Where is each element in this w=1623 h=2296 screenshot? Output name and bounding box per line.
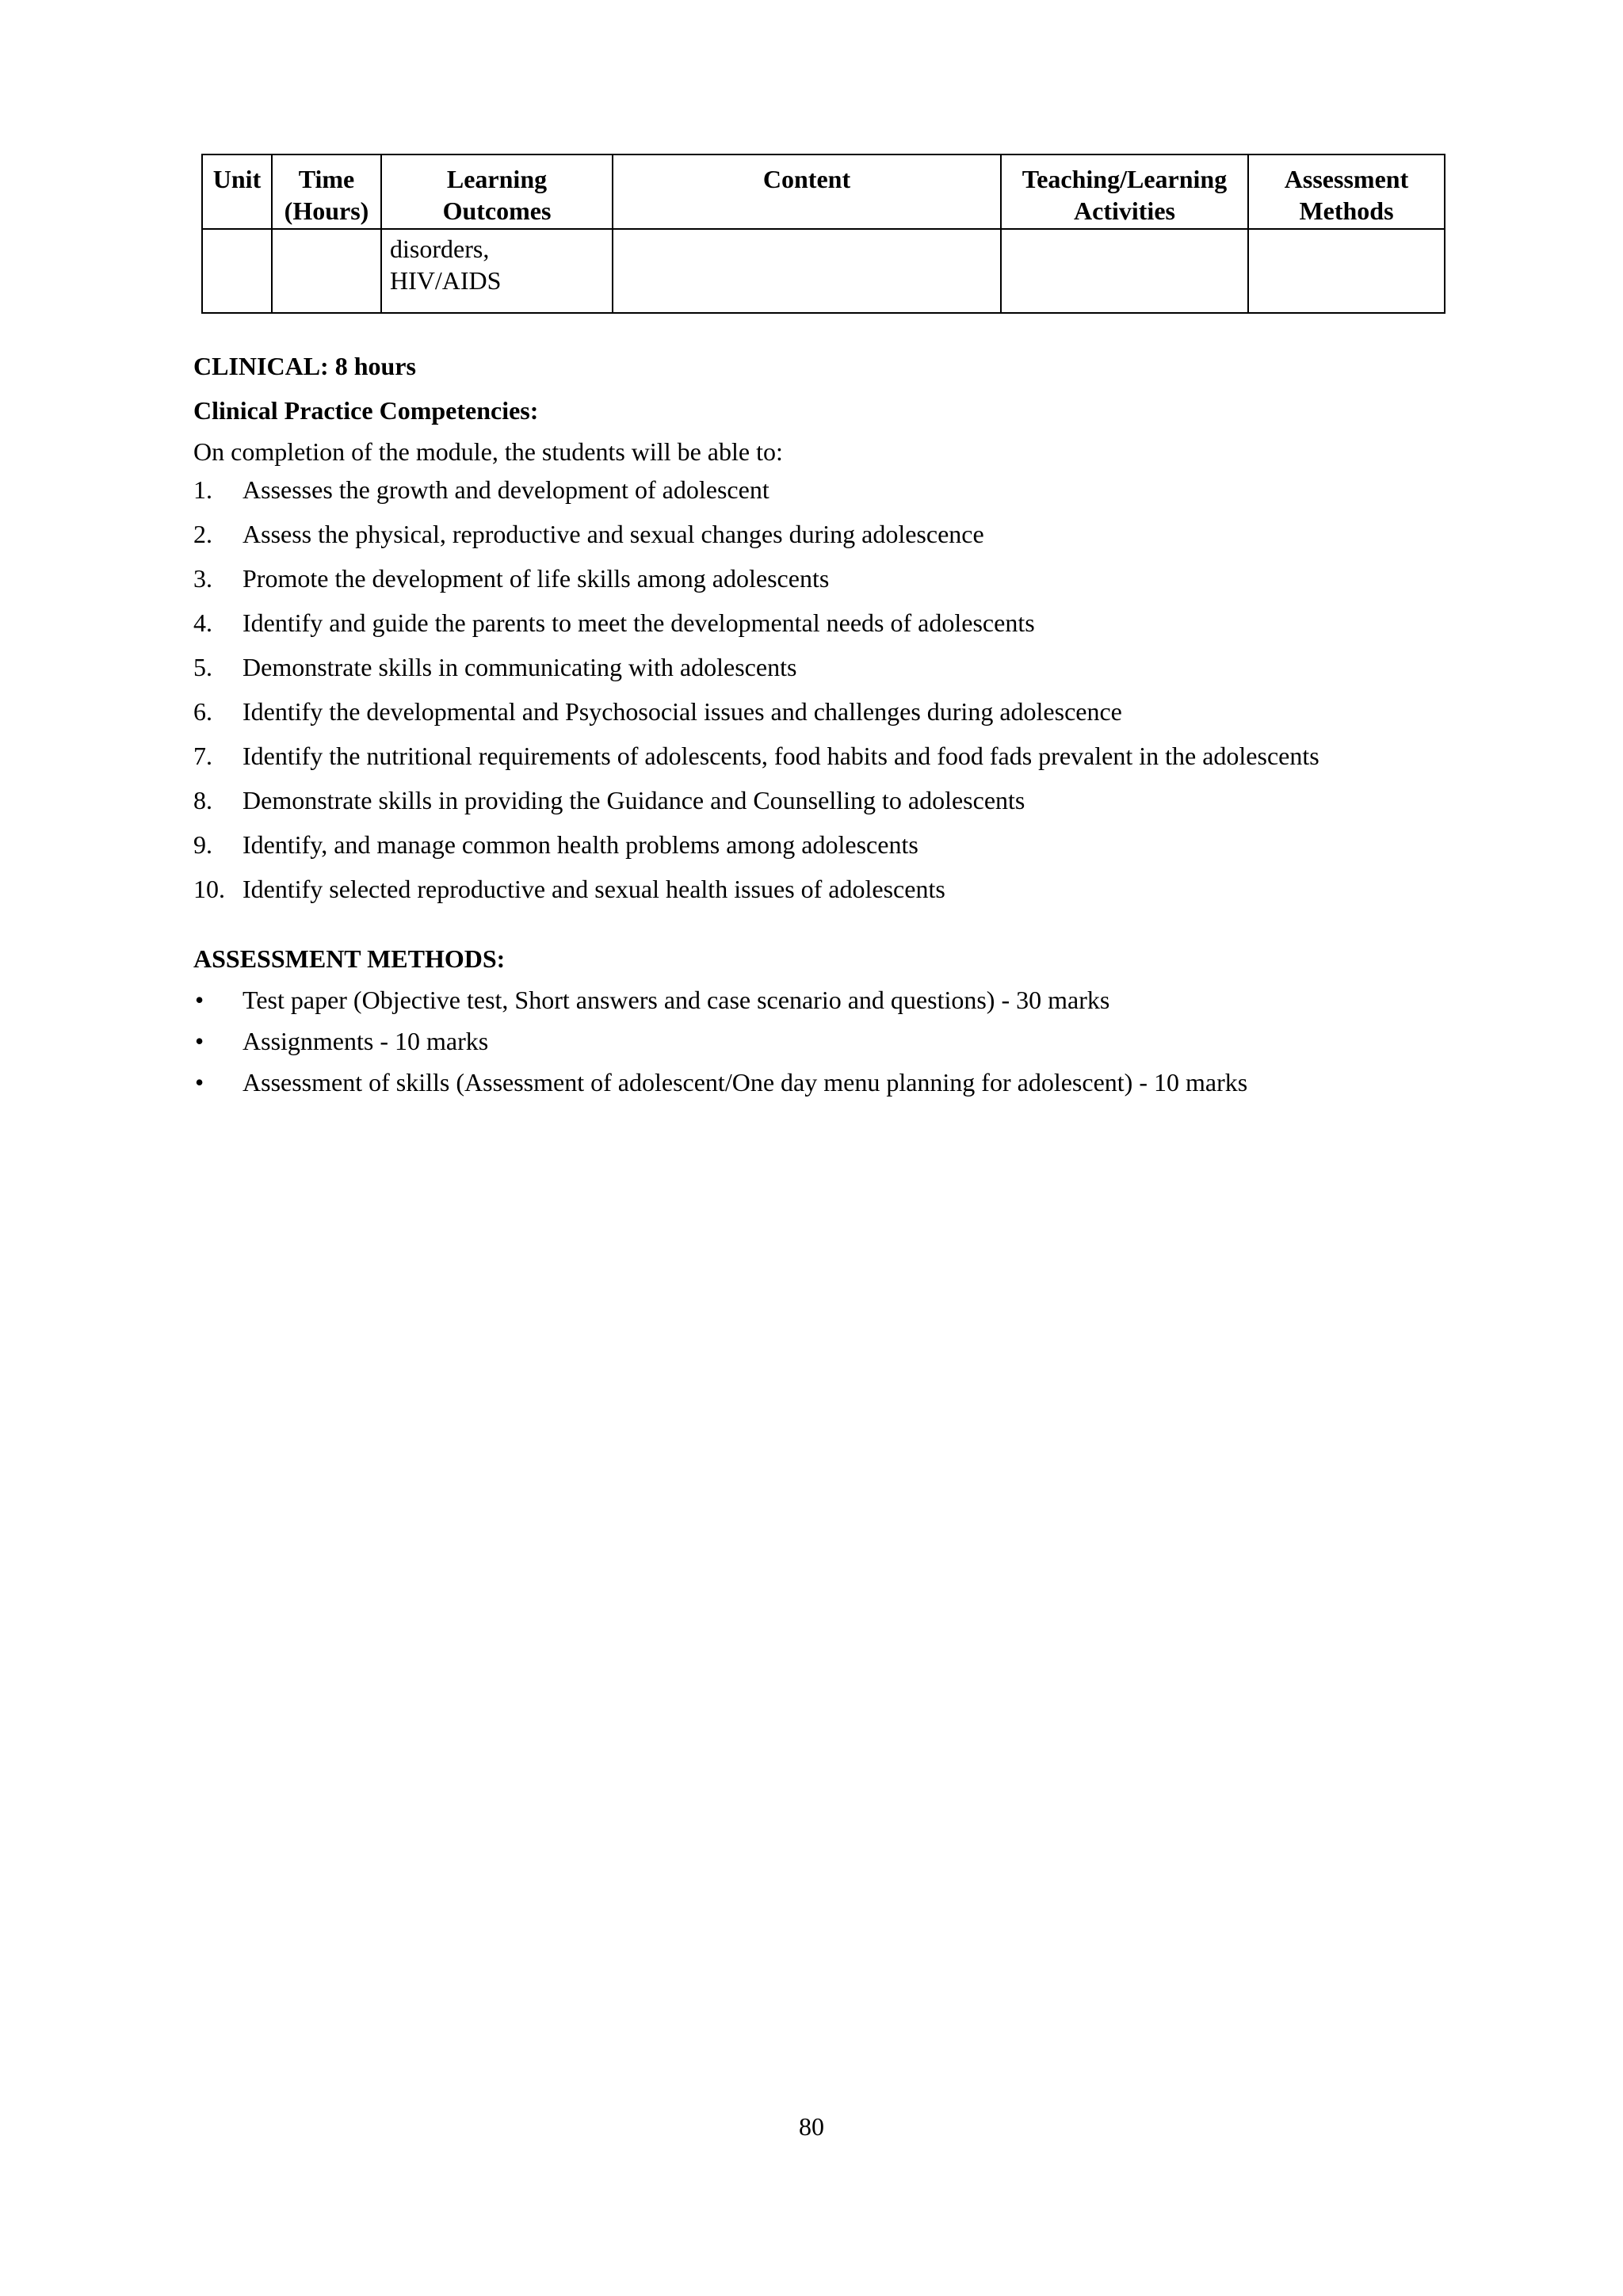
list-item-number: 10. xyxy=(193,875,225,903)
list-item-text: Assignments - 10 marks xyxy=(242,1027,489,1055)
list-item-number: 1. xyxy=(193,475,212,504)
list-item-text: Identify selected reproductive and sexual health issues of adolescents xyxy=(242,875,945,903)
header-teaching-label-2: Activities xyxy=(1074,196,1175,225)
header-content xyxy=(613,154,1001,229)
cell-learning-line-1: disorders, xyxy=(390,235,490,263)
list-item-number: 7. xyxy=(193,742,212,770)
list-item-text: Test paper (Objective test, Short answers and case scenario and questions) - 30 marks xyxy=(242,986,1110,1014)
list-item-text: Demonstrate skills in communicating with adolescents xyxy=(242,653,797,681)
header-unit-label: Unit xyxy=(212,165,262,193)
cell-learning-line-2: HIV/AIDS xyxy=(390,266,502,295)
header-teaching-label-1: Teaching/Learning xyxy=(1022,165,1228,193)
list-item-text: Assesses the growth and development of adolescent xyxy=(242,475,769,504)
list-item-number: 9. xyxy=(193,830,212,859)
list-item-text: Promote the development of life skills among adolescents xyxy=(242,564,830,593)
header-time-label: Time xyxy=(298,165,355,193)
competencies-heading: Clinical Practice Competencies: xyxy=(193,396,539,425)
table-row xyxy=(202,229,1445,313)
syllabus-table xyxy=(201,154,1445,314)
cell-content xyxy=(613,229,1001,313)
bullet-icon: • xyxy=(195,1027,204,1055)
cell-teaching-activities xyxy=(1001,229,1248,313)
list-item-number: 6. xyxy=(193,697,212,726)
list-item-number: 3. xyxy=(193,564,212,593)
competencies-intro: On completion of the module, the students will be able to: xyxy=(193,437,783,466)
cell-unit xyxy=(202,229,272,313)
table-header-row xyxy=(202,154,1445,229)
cell-learning-outcomes xyxy=(381,229,613,313)
header-learning-outcomes xyxy=(381,154,613,229)
header-time xyxy=(272,154,381,229)
list-item-text: Identify and guide the parents to meet the developmental needs of adolescents xyxy=(242,608,1035,637)
list-item-text: Assess the physical, reproductive and sexual changes during adolescence xyxy=(242,520,984,548)
list-item-number: 8. xyxy=(193,786,212,814)
header-learning-label-2: Outcomes xyxy=(442,196,552,225)
header-assessment-methods xyxy=(1248,154,1445,229)
assessment-methods-heading: ASSESSMENT METHODS: xyxy=(193,944,506,973)
list-item-text: Identify the nutritional requirements of adolescents, food habits and food fads prevalent in the adolescents xyxy=(242,742,1319,770)
header-teaching-activities xyxy=(1001,154,1248,229)
list-item-text: Demonstrate skills in providing the Guidance and Counselling to adolescents xyxy=(242,786,1025,814)
header-assessment-label-1: Assessment xyxy=(1284,165,1409,193)
list-item-text: Identify, and manage common health problems among adolescents xyxy=(242,830,918,859)
bullet-icon: • xyxy=(195,1068,204,1097)
page-number: 80 xyxy=(799,2112,824,2141)
clinical-heading: CLINICAL: 8 hours xyxy=(193,352,416,380)
list-item-number: 2. xyxy=(193,520,212,548)
header-content-label: Content xyxy=(762,165,851,193)
cell-time xyxy=(272,229,381,313)
list-item-text: Identify the developmental and Psychosocial issues and challenges during adolescence xyxy=(242,697,1122,726)
header-learning-label-1: Learning xyxy=(446,165,548,193)
list-item-number: 4. xyxy=(193,608,212,637)
cell-assessment-methods xyxy=(1248,229,1445,313)
header-unit xyxy=(202,154,272,229)
header-time-unit: (Hours) xyxy=(284,196,369,225)
list-item-number: 5. xyxy=(193,653,212,681)
list-item-text: Assessment of skills (Assessment of adolescent/One day menu planning for adolescent) - 10 marks xyxy=(242,1068,1248,1097)
bullet-icon: • xyxy=(195,986,204,1014)
header-assessment-label-2: Methods xyxy=(1299,196,1394,225)
